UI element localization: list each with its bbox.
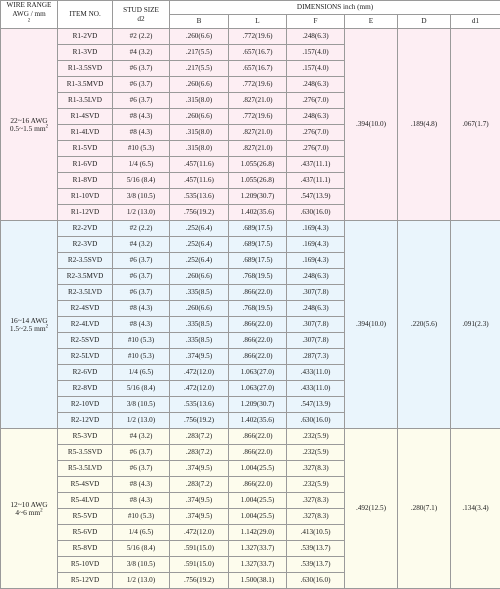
- wire-range-mm-sup: 2: [40, 508, 43, 513]
- dim-b-cell: .591(15.0): [170, 541, 229, 557]
- dim-e-cell: .492(12.5): [345, 429, 398, 589]
- dim-l-cell: .772(19.6): [229, 109, 287, 125]
- wire-range-cell: [1, 429, 58, 589]
- wire-range-mm-value: 1.5~2.5 mm: [10, 324, 46, 333]
- dim-l-cell: .866(22.0): [229, 333, 287, 349]
- dim-l-cell: .827(21.0): [229, 125, 287, 141]
- wire-range-header: [1, 1, 58, 29]
- item-no-cell: R2-8VD: [58, 381, 113, 397]
- stud-size-cell: #6 (3.7): [113, 445, 170, 461]
- dim-b-cell: .217(5.5): [170, 45, 229, 61]
- item-no-cell: R5-3VD: [58, 429, 113, 445]
- stud-size-cell: 1/4 (6.5): [113, 157, 170, 173]
- dim-l-cell: .866(22.0): [229, 317, 287, 333]
- stud-size-cell: #8 (4.3): [113, 125, 170, 141]
- dim-f-cell: .157(4.0): [287, 61, 345, 77]
- dim-b-cell: .374(9.5): [170, 493, 229, 509]
- stud-size-cell: #6 (3.7): [113, 253, 170, 269]
- dim-l-cell: 1.402(35.6): [229, 413, 287, 429]
- dim-f-cell: .307(7.8): [287, 317, 345, 333]
- dim-f-cell: .547(13.9): [287, 189, 345, 205]
- stud-size-header-line2: d2: [113, 15, 169, 24]
- item-no-cell: R2-5LVD: [58, 349, 113, 365]
- dim-b-cell: .260(6.6): [170, 29, 229, 45]
- stud-size-cell: #6 (3.7): [113, 77, 170, 93]
- stud-size-cell: #6 (3.7): [113, 61, 170, 77]
- item-no-cell: R1-10VD: [58, 189, 113, 205]
- item-no-cell: R5-5VD: [58, 509, 113, 525]
- stud-size-cell: 5/16 (8.4): [113, 381, 170, 397]
- dimensions-header: DIMENSIONS inch (mm): [170, 1, 500, 15]
- dim-b-cell: .535(13.6): [170, 189, 229, 205]
- stud-size-cell: #4 (3.2): [113, 429, 170, 445]
- wire-range-mm: [1, 325, 57, 332]
- stud-size-cell: 1/2 (13.0): [113, 205, 170, 221]
- dim-f-cell: .232(5.9): [287, 477, 345, 493]
- dim-f-cell: .327(8.3): [287, 509, 345, 525]
- stud-size-cell: #4 (3.2): [113, 237, 170, 253]
- dim-b-cell: .472(12.0): [170, 525, 229, 541]
- stud-size-cell: #8 (4.3): [113, 493, 170, 509]
- dim-f-cell: .157(4.0): [287, 45, 345, 61]
- stud-size-cell: #6 (3.7): [113, 285, 170, 301]
- dim-l-cell: .866(22.0): [229, 477, 287, 493]
- item-no-cell: R2-3.5SVD: [58, 253, 113, 269]
- wire-range-header-line1: WIRE RANGE: [1, 1, 57, 10]
- stud-size-header-line1: STUD SIZE: [113, 6, 169, 15]
- dim-l-cell: 1.055(26.8): [229, 173, 287, 189]
- table-row: [1, 221, 500, 237]
- dim-l-cell: 1.209(30.7): [229, 397, 287, 413]
- dim-b-cell: .315(8.0): [170, 141, 229, 157]
- dim-f-cell: .630(16.0): [287, 205, 345, 221]
- dim-f-cell: .276(7.0): [287, 141, 345, 157]
- dim-d1-cell: .091(2.3): [451, 221, 500, 429]
- dim-b-cell: .252(6.4): [170, 237, 229, 253]
- dim-f-cell: .630(16.0): [287, 573, 345, 589]
- dim-b-cell: .252(6.4): [170, 221, 229, 237]
- item-no-cell: R5-3.5SVD: [58, 445, 113, 461]
- item-no-cell: R5-4LVD: [58, 493, 113, 509]
- item-no-cell: R1-12VD: [58, 205, 113, 221]
- dim-l-cell: .689(17.5): [229, 221, 287, 237]
- dim-l-cell: 1.055(26.8): [229, 157, 287, 173]
- dim-l-cell: 1.142(29.0): [229, 525, 287, 541]
- item-no-cell: R1-2VD: [58, 29, 113, 45]
- item-no-cell: R5-6VD: [58, 525, 113, 541]
- item-no-cell: R1-4SVD: [58, 109, 113, 125]
- col-header-l: L: [229, 15, 287, 29]
- dim-b-cell: .315(8.0): [170, 93, 229, 109]
- col-header-d1: d1: [451, 15, 500, 29]
- dim-b-cell: .374(9.5): [170, 461, 229, 477]
- dim-l-cell: .772(19.6): [229, 29, 287, 45]
- dim-f-cell: .630(16.0): [287, 413, 345, 429]
- table-row: [1, 429, 500, 445]
- stud-size-header: [113, 1, 170, 29]
- dim-l-cell: 1.327(33.7): [229, 541, 287, 557]
- dim-f-cell: .307(7.8): [287, 333, 345, 349]
- dim-f-cell: .276(7.0): [287, 93, 345, 109]
- dim-f-cell: .169(4.3): [287, 221, 345, 237]
- dim-f-cell: .232(5.9): [287, 429, 345, 445]
- dim-b-cell: .335(8.5): [170, 333, 229, 349]
- dim-f-cell: .169(4.3): [287, 237, 345, 253]
- stud-size-cell: 3/8 (10.5): [113, 189, 170, 205]
- stud-size-cell: #8 (4.3): [113, 301, 170, 317]
- dim-d-cell: .280(7.1): [398, 429, 451, 589]
- dim-d-cell: .189(4.8): [398, 29, 451, 221]
- dim-l-cell: 1.327(33.7): [229, 557, 287, 573]
- stud-size-cell: 5/16 (8.4): [113, 173, 170, 189]
- dim-f-cell: .327(8.3): [287, 493, 345, 509]
- dim-e-cell: .394(10.0): [345, 221, 398, 429]
- dim-l-cell: .689(17.5): [229, 237, 287, 253]
- dim-f-cell: .539(13.7): [287, 557, 345, 573]
- item-no-cell: R5-10VD: [58, 557, 113, 573]
- col-header-f: F: [287, 15, 345, 29]
- dim-f-cell: .248(6.3): [287, 77, 345, 93]
- dim-l-cell: .827(21.0): [229, 93, 287, 109]
- dim-f-cell: .169(4.3): [287, 253, 345, 269]
- dim-f-cell: .327(8.3): [287, 461, 345, 477]
- dim-f-cell: .433(11.0): [287, 365, 345, 381]
- item-no-cell: R2-2VD: [58, 221, 113, 237]
- dim-l-cell: .866(22.0): [229, 285, 287, 301]
- wire-range-mm-sup: 2: [46, 324, 49, 329]
- dim-b-cell: .457(11.6): [170, 173, 229, 189]
- dim-l-cell: .866(22.0): [229, 429, 287, 445]
- wire-range-awg: 16~14 AWG: [1, 317, 57, 324]
- item-no-cell: R2-4LVD: [58, 317, 113, 333]
- item-no-cell: R2-6VD: [58, 365, 113, 381]
- dim-f-cell: .547(13.9): [287, 397, 345, 413]
- dim-b-cell: .335(8.5): [170, 285, 229, 301]
- dim-d1-cell: .134(3.4): [451, 429, 500, 589]
- dim-b-cell: .283(7.2): [170, 429, 229, 445]
- dim-e-cell: .394(10.0): [345, 29, 398, 221]
- item-no-cell: R2-3.5MVD: [58, 269, 113, 285]
- stud-size-cell: #6 (3.7): [113, 269, 170, 285]
- col-header-d: D: [398, 15, 451, 29]
- item-no-cell: R1-3.5LVD: [58, 93, 113, 109]
- dim-b-cell: .260(6.6): [170, 301, 229, 317]
- dim-f-cell: .437(11.1): [287, 173, 345, 189]
- item-no-cell: R2-3.5LVD: [58, 285, 113, 301]
- dim-b-cell: .457(11.6): [170, 157, 229, 173]
- item-no-cell: R2-12VD: [58, 413, 113, 429]
- item-no-cell: R1-6VD: [58, 157, 113, 173]
- item-no-header: ITEM NO.: [58, 1, 113, 29]
- dim-d1-cell: .067(1.7): [451, 29, 500, 221]
- dim-f-cell: .413(10.5): [287, 525, 345, 541]
- stud-size-cell: #10 (5.3): [113, 509, 170, 525]
- dim-b-cell: .591(15.0): [170, 557, 229, 573]
- wire-range-mm-value: 0.5~1.5 mm: [10, 124, 46, 133]
- dim-l-cell: 1.063(27.0): [229, 365, 287, 381]
- stud-size-cell: 3/8 (10.5): [113, 557, 170, 573]
- stud-size-cell: #10 (5.3): [113, 141, 170, 157]
- wire-range-mm-sup: 2: [46, 124, 49, 129]
- wire-range-awg: 22~16 AWG: [1, 117, 57, 124]
- dim-b-cell: .217(5.5): [170, 61, 229, 77]
- wire-range-header-line2: AWG / mm: [1, 10, 57, 19]
- stud-size-cell: 1/4 (6.5): [113, 525, 170, 541]
- dim-l-cell: 1.063(27.0): [229, 381, 287, 397]
- dim-b-cell: .260(6.6): [170, 77, 229, 93]
- col-header-e: E: [345, 15, 398, 29]
- dim-f-cell: .248(6.3): [287, 29, 345, 45]
- item-no-cell: R1-3VD: [58, 45, 113, 61]
- item-no-cell: R2-3VD: [58, 237, 113, 253]
- dim-b-cell: .756(19.2): [170, 413, 229, 429]
- dim-l-cell: .657(16.7): [229, 61, 287, 77]
- dim-l-cell: 1.209(30.7): [229, 189, 287, 205]
- stud-size-cell: #2 (2.2): [113, 29, 170, 45]
- dim-b-cell: .472(12.0): [170, 365, 229, 381]
- dim-l-cell: 1.004(25.5): [229, 461, 287, 477]
- dim-l-cell: .866(22.0): [229, 349, 287, 365]
- dim-l-cell: 1.004(25.5): [229, 493, 287, 509]
- dim-b-cell: .374(9.5): [170, 509, 229, 525]
- item-no-cell: R1-5VD: [58, 141, 113, 157]
- stud-size-cell: #6 (3.7): [113, 461, 170, 477]
- stud-size-cell: #10 (5.3): [113, 349, 170, 365]
- dim-b-cell: .260(6.6): [170, 269, 229, 285]
- stud-size-cell: #6 (3.7): [113, 93, 170, 109]
- dim-f-cell: .248(6.3): [287, 109, 345, 125]
- item-no-cell: R2-5SVD: [58, 333, 113, 349]
- dim-l-cell: 1.500(38.1): [229, 573, 287, 589]
- dim-f-cell: .287(7.3): [287, 349, 345, 365]
- dim-b-cell: .374(9.5): [170, 349, 229, 365]
- dim-l-cell: 1.402(35.6): [229, 205, 287, 221]
- stud-size-cell: #4 (3.2): [113, 45, 170, 61]
- dim-l-cell: .772(19.6): [229, 77, 287, 93]
- dim-b-cell: .283(7.2): [170, 477, 229, 493]
- dim-f-cell: .307(7.8): [287, 285, 345, 301]
- dim-l-cell: .768(19.5): [229, 301, 287, 317]
- stud-size-cell: 1/2 (13.0): [113, 573, 170, 589]
- item-no-cell: R5-3.5LVD: [58, 461, 113, 477]
- item-no-cell: R5-8VD: [58, 541, 113, 557]
- dim-b-cell: .335(8.5): [170, 317, 229, 333]
- wire-range-awg: 12~10 AWG: [1, 501, 57, 508]
- stud-size-cell: 5/16 (8.4): [113, 541, 170, 557]
- dim-f-cell: .232(5.9): [287, 445, 345, 461]
- dim-f-cell: .276(7.0): [287, 125, 345, 141]
- dim-f-cell: .539(13.7): [287, 541, 345, 557]
- dim-b-cell: .315(8.0): [170, 125, 229, 141]
- stud-size-cell: 1/2 (13.0): [113, 413, 170, 429]
- item-no-cell: R5-12VD: [58, 573, 113, 589]
- dim-l-cell: .689(17.5): [229, 253, 287, 269]
- dim-d-cell: .220(5.6): [398, 221, 451, 429]
- item-no-cell: R2-10VD: [58, 397, 113, 413]
- spec-table-body: [1, 29, 500, 589]
- item-no-cell: R1-3.5MVD: [58, 77, 113, 93]
- dim-b-cell: .252(6.4): [170, 253, 229, 269]
- item-no-cell: R5-4SVD: [58, 477, 113, 493]
- dim-f-cell: .248(6.3): [287, 269, 345, 285]
- dim-l-cell: .827(21.0): [229, 141, 287, 157]
- item-no-cell: R2-4SVD: [58, 301, 113, 317]
- dim-b-cell: .260(6.6): [170, 109, 229, 125]
- table-row: [1, 29, 500, 45]
- wire-range-mm-value: 4~6 mm: [15, 508, 40, 517]
- stud-size-cell: #10 (5.3): [113, 333, 170, 349]
- dim-f-cell: .248(6.3): [287, 301, 345, 317]
- wire-range-header-sup: 2: [28, 19, 31, 24]
- stud-size-cell: #8 (4.3): [113, 477, 170, 493]
- dim-b-cell: .472(12.0): [170, 381, 229, 397]
- dim-l-cell: 1.004(25.5): [229, 509, 287, 525]
- stud-size-cell: #8 (4.3): [113, 317, 170, 333]
- dim-b-cell: .283(7.2): [170, 445, 229, 461]
- stud-size-cell: #2 (2.2): [113, 221, 170, 237]
- stud-size-cell: 3/8 (10.5): [113, 397, 170, 413]
- col-header-b: B: [170, 15, 229, 29]
- item-no-cell: R1-4LVD: [58, 125, 113, 141]
- dim-f-cell: .433(11.0): [287, 381, 345, 397]
- stud-size-cell: 1/4 (6.5): [113, 365, 170, 381]
- wire-range-mm: [1, 125, 57, 132]
- dim-l-cell: .866(22.0): [229, 445, 287, 461]
- wire-range-mm: [1, 509, 57, 516]
- dim-l-cell: .657(16.7): [229, 45, 287, 61]
- dim-b-cell: .756(19.2): [170, 573, 229, 589]
- item-no-cell: R1-8VD: [58, 173, 113, 189]
- item-no-cell: R1-3.5SVD: [58, 61, 113, 77]
- dim-b-cell: .535(13.6): [170, 397, 229, 413]
- dim-b-cell: .756(19.2): [170, 205, 229, 221]
- wire-range-cell: [1, 29, 58, 221]
- dim-f-cell: .437(11.1): [287, 157, 345, 173]
- dim-l-cell: .768(19.5): [229, 269, 287, 285]
- stud-size-cell: #8 (4.3): [113, 109, 170, 125]
- wire-range-cell: [1, 221, 58, 429]
